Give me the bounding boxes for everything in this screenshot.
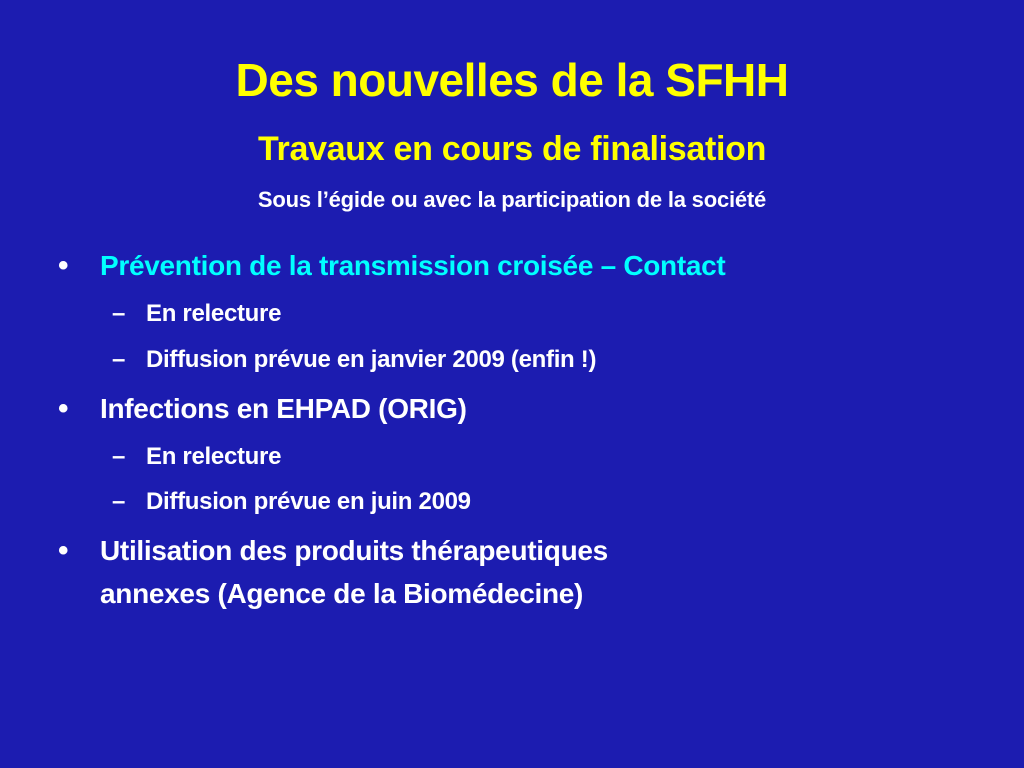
sub-item-2-2: Diffusion prévue en juin 2009 <box>146 488 471 515</box>
bullet-item-3-line-2: annexes (Agence de la Biomédecine) <box>100 578 584 609</box>
slide-title: Des nouvelles de la SFHH <box>235 54 789 106</box>
sub-item-1-2: Diffusion prévue en janvier 2009 (enfin !) <box>146 346 597 373</box>
sub-item-2-1: En relecture <box>146 443 282 470</box>
bullet-marker: • <box>58 534 69 567</box>
dash-marker: – <box>112 300 126 327</box>
dash-marker: – <box>112 346 126 373</box>
slide-note: Sous l’égide ou avec la participation de la société <box>257 187 767 212</box>
dash-marker: – <box>112 488 126 515</box>
slide-subtitle: Travaux en cours de finalisation <box>257 130 767 168</box>
bullet-marker: • <box>58 392 69 425</box>
bullet-item-1: Prévention de la transmission croisée – Contact <box>100 250 726 281</box>
sub-item-1-1: En relecture <box>146 300 282 327</box>
dash-marker: – <box>112 443 126 470</box>
bullet-item-3-line-1: Utilisation des produits thérapeutiques <box>100 535 608 566</box>
bullet-marker: • <box>58 249 69 282</box>
bullet-item-2: Infections en EHPAD (ORIG) <box>100 393 467 424</box>
